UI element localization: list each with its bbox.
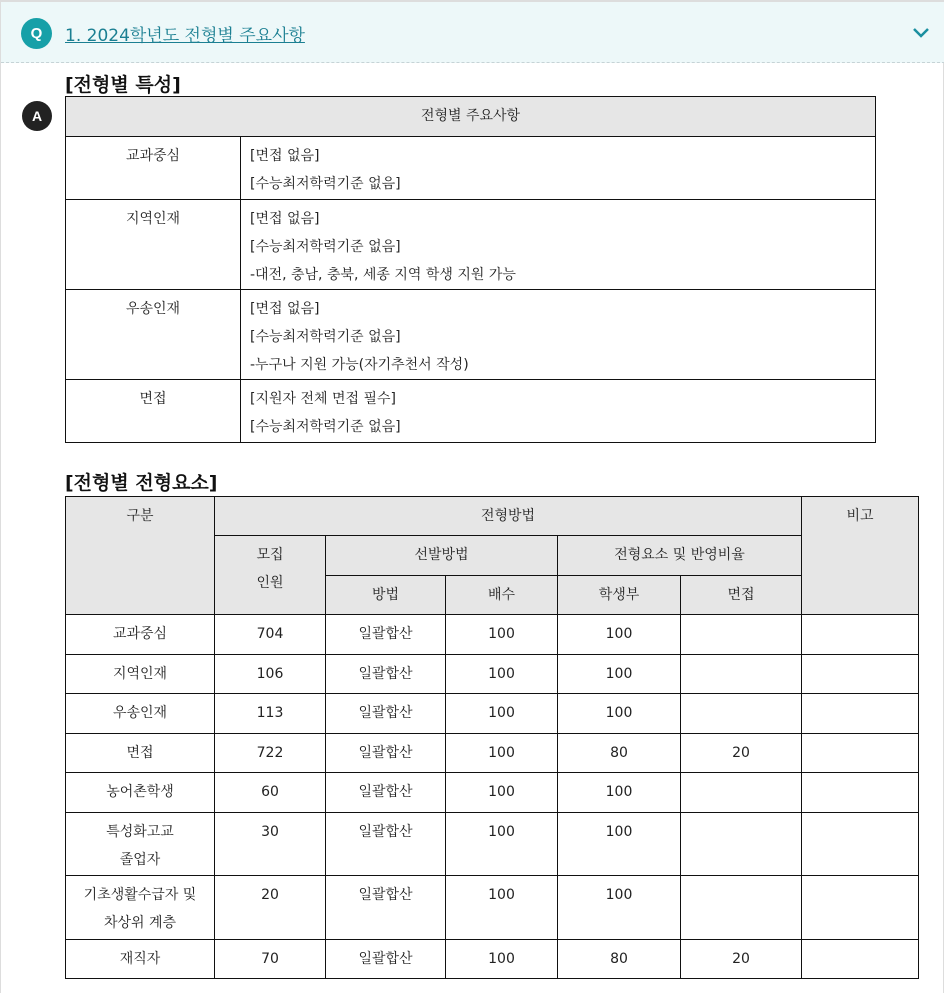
row-name: 면접: [66, 380, 241, 443]
cell-interview: [681, 876, 802, 940]
table-header: 전형별 주요사항: [66, 97, 876, 137]
detail-line: -누구나 지원 가능(자기추천서 작성): [250, 357, 469, 373]
section-title-elements: [전형별 전형요소]: [65, 472, 218, 494]
cell-how: 일괄합산: [326, 734, 446, 773]
cell-note: [802, 876, 919, 940]
chevron-down-icon[interactable]: [909, 20, 933, 44]
cell-multiple: 100: [446, 655, 558, 694]
cell-how: 일괄합산: [326, 876, 446, 940]
row-name: 지역인재: [66, 200, 241, 290]
header-recruit: 모집 인원: [215, 536, 326, 615]
table-row: [66, 615, 919, 655]
cell-how: 일괄합산: [326, 773, 446, 813]
cell-how: 일괄합산: [326, 940, 446, 979]
cell-multiple: 100: [446, 773, 558, 813]
cell-name: 기초생활수급자 및 차상위 계층: [66, 876, 215, 940]
detail-line: [지원자 전체 면접 필수]: [250, 391, 396, 407]
header-method: 전형방법: [215, 497, 802, 536]
header-multiple: 배수: [446, 576, 558, 615]
cell-count: 113: [215, 694, 326, 734]
detail-line: [면접 없음]: [250, 211, 320, 227]
table-row: [66, 380, 876, 443]
cell-multiple: 100: [446, 734, 558, 773]
cell-record: 100: [558, 694, 681, 734]
row-details: [241, 380, 876, 443]
detail-line: [면접 없음]: [250, 301, 320, 317]
characteristics-table: [65, 96, 876, 443]
row-name: 우송인재: [66, 290, 241, 380]
cell-record: 100: [558, 773, 681, 813]
table-row: [66, 734, 919, 773]
table-row: [66, 813, 919, 876]
row-name: 교과중심: [66, 137, 241, 200]
detail-line: -대전, 충남, 충북, 세종 지역 학생 지원 가능: [250, 267, 516, 283]
cell-note: [802, 773, 919, 813]
header-selection: 선발방법: [326, 536, 558, 576]
table-row: [66, 876, 919, 940]
cell-how: 일괄합산: [326, 813, 446, 876]
detail-line: [수능최저학력기준 없음]: [250, 176, 401, 192]
cell-multiple: 100: [446, 876, 558, 940]
cell-count: 704: [215, 615, 326, 655]
cell-note: [802, 734, 919, 773]
cell-how: 일괄합산: [326, 694, 446, 734]
question-header[interactable]: [1, 0, 944, 63]
row-details: [241, 290, 876, 380]
cell-name: 특성화고교 졸업자: [66, 813, 215, 876]
cell-record: 80: [558, 940, 681, 979]
cell-count: 722: [215, 734, 326, 773]
table-row: [66, 940, 919, 979]
detail-line: [수능최저학력기준 없음]: [250, 329, 401, 345]
cell-name: 우송인재: [66, 694, 215, 734]
cell-count: 20: [215, 876, 326, 940]
row-details: [241, 200, 876, 290]
cell-interview: [681, 773, 802, 813]
cell-count: 30: [215, 813, 326, 876]
cell-name: 면접: [66, 734, 215, 773]
header-elements: 전형요소 및 반영비율: [558, 536, 802, 576]
header-how: 방법: [326, 576, 446, 615]
cell-interview: [681, 694, 802, 734]
table-row: [66, 200, 876, 290]
cell-multiple: 100: [446, 694, 558, 734]
table-row: [66, 290, 876, 380]
cell-count: 106: [215, 655, 326, 694]
cell-multiple: 100: [446, 940, 558, 979]
cell-interview: [681, 813, 802, 876]
cell-record: 100: [558, 813, 681, 876]
cell-note: [802, 655, 919, 694]
table-row: [66, 137, 876, 200]
cell-how: 일괄합산: [326, 615, 446, 655]
cell-name: 농어촌학생: [66, 773, 215, 813]
question-title-link[interactable]: 1. 2024학년도 전형별 주요사항: [65, 26, 305, 46]
detail-line: [면접 없음]: [250, 148, 320, 164]
cell-record: 100: [558, 615, 681, 655]
cell-multiple: 100: [446, 615, 558, 655]
row-details: [241, 137, 876, 200]
header-interview: 면접: [681, 576, 802, 615]
elements-table: [65, 496, 919, 979]
cell-interview: 20: [681, 734, 802, 773]
detail-line: [수능최저학력기준 없음]: [250, 419, 401, 435]
cell-name: 지역인재: [66, 655, 215, 694]
cell-multiple: 100: [446, 813, 558, 876]
cell-interview: [681, 655, 802, 694]
table-row: [66, 773, 919, 813]
cell-note: [802, 940, 919, 979]
answer-badge-icon: A: [22, 101, 52, 131]
cell-count: 70: [215, 940, 326, 979]
header-record: 학생부: [558, 576, 681, 615]
table-row: [66, 694, 919, 734]
header-note: 비고: [802, 497, 919, 615]
table-row: [66, 655, 919, 694]
question-badge-icon: Q: [21, 18, 52, 49]
cell-record: 100: [558, 655, 681, 694]
cell-note: [802, 615, 919, 655]
cell-record: 80: [558, 734, 681, 773]
cell-interview: 20: [681, 940, 802, 979]
section-title-characteristics: [전형별 특성]: [65, 74, 181, 96]
cell-interview: [681, 615, 802, 655]
cell-record: 100: [558, 876, 681, 940]
cell-how: 일괄합산: [326, 655, 446, 694]
cell-count: 60: [215, 773, 326, 813]
cell-name: 교과중심: [66, 615, 215, 655]
detail-line: [수능최저학력기준 없음]: [250, 239, 401, 255]
header-category: 구분: [66, 497, 215, 615]
cell-note: [802, 694, 919, 734]
cell-name: 재직자: [66, 940, 215, 979]
cell-note: [802, 813, 919, 876]
